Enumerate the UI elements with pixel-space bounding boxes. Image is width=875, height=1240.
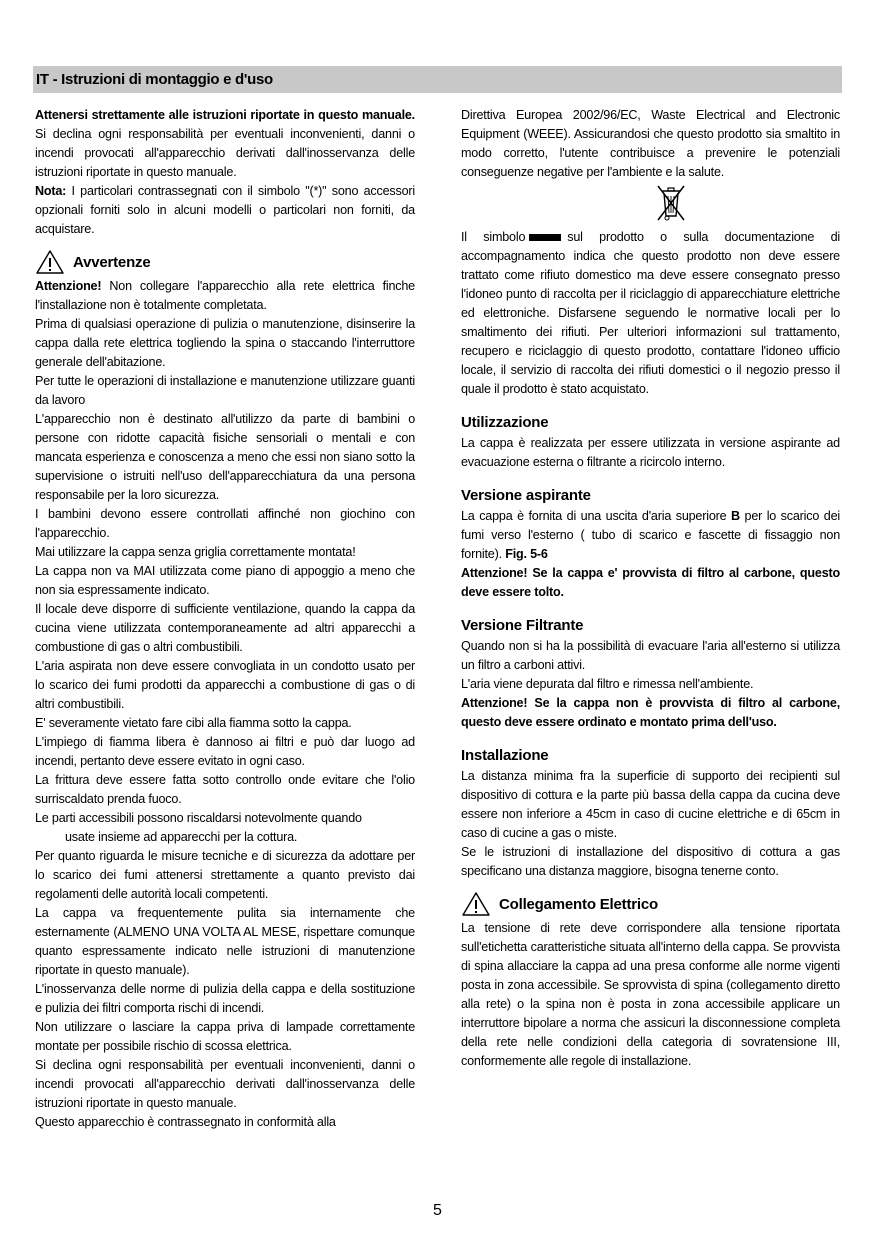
page-number: 5 xyxy=(433,1202,442,1219)
warning-paragraph: Per tutte le operazioni di installazione e manutenzione utilizzare guanti da lavoro xyxy=(35,374,415,407)
filtrante-warning: Attenzione! Se la cappa non è provvista di filtro al carbone, questo deve essere ordinato e montato prima dell'uso. xyxy=(461,696,840,729)
warning-paragraph: L'apparecchio non è destinato all'utilizzo da parte di bambini o persone con ridotte capacità fisiche sensoriali o mentali e con mancata esperienza e conoscenza a meno che essi non siano sotto la supervisione o istruiti nell'uso dell'apparecchiatura da una persona responsabile per la loro sicurezza. xyxy=(35,412,415,502)
intro-rest: Si declina ogni responsabilità per eventuali inconvenienti, danni o incendi provocati all'apparecchio derivati dall'inosservanza delle istruzioni riportate in questo manuale. xyxy=(35,127,415,179)
warning-icon xyxy=(35,249,65,275)
aspirante-heading: Versione aspirante xyxy=(461,487,591,504)
warning-paragraph: L'inosservanza delle norme di pulizia della cappa e della sostituzione e pulizia dei filtri comporta rischi di incendi. xyxy=(35,982,415,1015)
warning-paragraph: L'impiego di fiamma libera è dannoso ai filtri e può dar luogo ad incendi, pertanto deve essere evitato in ogni caso. xyxy=(35,735,415,768)
weee-paragraph: Direttiva Europea 2002/96/EC, Waste Electrical and Electronic Equipment (WEEE). Assicurandosi che questo prodotto sia smaltito in modo corretto, l'utente contribuisce a prevenire le potenziali conseguenze negative per l'ambiente e la salute. xyxy=(461,108,840,179)
aspirante-text-a: La cappa è fornita di una uscita d'aria superiore xyxy=(461,509,727,523)
section-header-bar xyxy=(33,66,842,93)
nota-label: Nota: xyxy=(35,184,67,198)
weee-symbol xyxy=(461,182,840,228)
filtrante-heading: Versione Filtrante xyxy=(461,617,584,634)
warning-paragraph: Il locale deve disporre di sufficiente ventilazione, quando la cappa da cucina viene utilizzata contemporaneamente ad altri apparecchi a combustione di gas o altri combustibili. xyxy=(35,602,415,654)
aspirante-letter: B xyxy=(731,509,740,523)
hanging-paragraph-first: Le parti accessibili possono riscaldarsi notevolmente quando xyxy=(35,811,362,825)
installazione-text1: La distanza minima fra la superficie di supporto dei recipienti sul dispositivo di cottura e la parte più bassa della cappa da cucina deve essere non inferiore a 45cm in caso di cucine elettriche e di 65cm in caso di cucine a gas o miste. xyxy=(461,769,840,840)
filtrante-text2: L'aria viene depurata dal filtro e rimessa nell'ambiente. xyxy=(461,677,754,691)
warning-paragraph: Per quanto riguarda le misure tecniche e di sicurezza da adottare per lo scarico dei fumi attenersi strettamente a quanto previsto dai regolamenti delle autorità locali competenti. xyxy=(35,849,415,901)
warning-paragraph: I bambini devono essere controllati affinché non giochino con l'apparecchio. xyxy=(35,507,415,540)
avvertenze-heading xyxy=(35,249,415,275)
warning-paragraph: La cappa non va MAI utilizzata come piano di appoggio a meno che non sia espressamente indicato. xyxy=(35,564,415,597)
hanging-paragraph-second: usate insieme ad apparecchi per la cottura. xyxy=(65,830,298,844)
simbolo-paragraph xyxy=(461,228,840,399)
attenzione-paragraph xyxy=(35,277,415,315)
utilizzazione-text: La cappa è realizzata per essere utilizzata in versione aspirante ad evacuazione esterna o filtrante a ricircolo interno. xyxy=(461,436,840,469)
warning-paragraph: Si declina ogni responsabilità per eventuali inconvenienti, danni o incendi provocati all'apparecchio derivati dall'inosservanza delle istruzioni riportate in questo manuale. xyxy=(35,1058,415,1110)
warning-paragraph: La frittura deve essere fatta sotto controllo onde evitare che l'olio surriscaldato prenda fuoco. xyxy=(35,773,415,806)
black-bar-symbol xyxy=(529,234,561,241)
nota-paragraph xyxy=(35,182,415,239)
avvertenze-heading-text: Avvertenze xyxy=(73,253,151,271)
intro-paragraph xyxy=(35,106,415,182)
simbolo-text: sul prodotto o sulla documentazione di accompagnamento indica che questo prodotto non deve essere trattato come rifiuto domestico ma deve essere consegnato presso l'idoneo punto di raccolta per il riciclaggio di apparecchiature elettriche ed elettroniche. Disfarsene seguendo le normative locali per lo smaltimento dei rifiuti. Per ulteriori informazioni sul trattamento, recupero e riciclaggio di questo prodotto, contattare l'idoneo ufficio locale, il servizio di raccolta dei rifiuti domestici o il negozio presso il quale il prodotto è stato acquistato. xyxy=(461,230,840,396)
warning-paragraph: La cappa va frequentemente pulita sia internamente che esternamente (ALMENO UNA VOLTA AL MESE, rispettare comunque quanto espressamente indicato nelle istruzioni di manutenzione riportate in questo manuale). xyxy=(35,906,415,977)
warning-icon xyxy=(461,891,491,917)
warning-paragraph: Mai utilizzare la cappa senza griglia correttamente montata! xyxy=(35,545,356,559)
installazione-heading: Installazione xyxy=(461,747,549,764)
attenzione-label: Attenzione! xyxy=(35,279,102,293)
nota-text: I particolari contrassegnati con il simbolo "(*)" sono accessori opzionali forniti solo in alcuni modelli o particolari non forniti, da acquistare. xyxy=(35,184,415,236)
simbolo-prefix: Il simbolo xyxy=(461,230,526,244)
aspirante-paragraph xyxy=(461,507,840,564)
warning-paragraph: E' severamente vietato fare cibi alla fiamma sotto la cappa. xyxy=(35,716,352,730)
intro-bold: Attenersi strettamente alle istruzioni riportate in questo manuale. xyxy=(35,108,415,122)
utilizzazione-heading: Utilizzazione xyxy=(461,414,549,431)
filtrante-text1: Quando non si ha la possibilità di evacuare l'aria all'esterno si utilizza un filtro a carboni attivi. xyxy=(461,639,840,672)
installazione-text2: Se le istruzioni di installazione del dispositivo di cottura a gas specificano una distanza maggiore, bisogna tenerne conto. xyxy=(461,845,840,878)
collegamento-text: La tensione di rete deve corrispondere alla tensione riportata sull'etichetta caratteristiche situata all'interno della cappa. Se provvista di spina allacciare la cappa ad una presa conforme alle norme vigenti posta in zona accessibile. Se sprovvista di spina (collegamento diretto alla rete) o la spina non è posta in zona accessibile applicare un interruttore bipolare a norma che assicuri la disconnessione completa della rete nelle condizioni della categoria di sovratensione III, conformemente alle regole di installazione. xyxy=(461,921,840,1068)
collegamento-heading xyxy=(461,891,840,917)
warning-paragraph: Questo apparecchio è contrassegnato in conformità alla xyxy=(35,1115,336,1129)
aspirante-text-b: per lo scarico dei fumi verso l'esterno ( tubo di scarico e fascette di fissaggio non fornite). xyxy=(461,509,840,561)
aspirante-warning: Attenzione! Se la cappa e' provvista di filtro al carbone, questo deve essere tolto. xyxy=(461,566,840,599)
warning-paragraph: L'aria aspirata non deve essere convogliata in un condotto usato per lo scarico dei fumi prodotti da apparecchi a combustione di gas o di altri combustibili. xyxy=(35,659,415,711)
aspirante-fig: Fig. 5-6 xyxy=(505,547,548,561)
right-column xyxy=(461,106,840,1071)
section-title: IT - Istruzioni di montaggio e d'uso xyxy=(36,71,273,88)
crossed-bin-icon xyxy=(655,182,687,224)
warning-paragraph: Prima di qualsiasi operazione di pulizia o manutenzione, disinserire la cappa dalla rete elettrica togliendo la spina o staccando l'interruttore generale dell'abitazione. xyxy=(35,317,415,369)
attenzione-text: Non collegare l'apparecchio alla rete elettrica finche l'installazione non è totalmente completata. xyxy=(35,279,415,312)
collegamento-heading-text: Collegamento Elettrico xyxy=(499,895,658,913)
warning-paragraph: Non utilizzare o lasciare la cappa priva di lampade correttamente montate per possibile rischio di scossa elettrica. xyxy=(35,1020,415,1053)
left-column xyxy=(35,106,415,1132)
